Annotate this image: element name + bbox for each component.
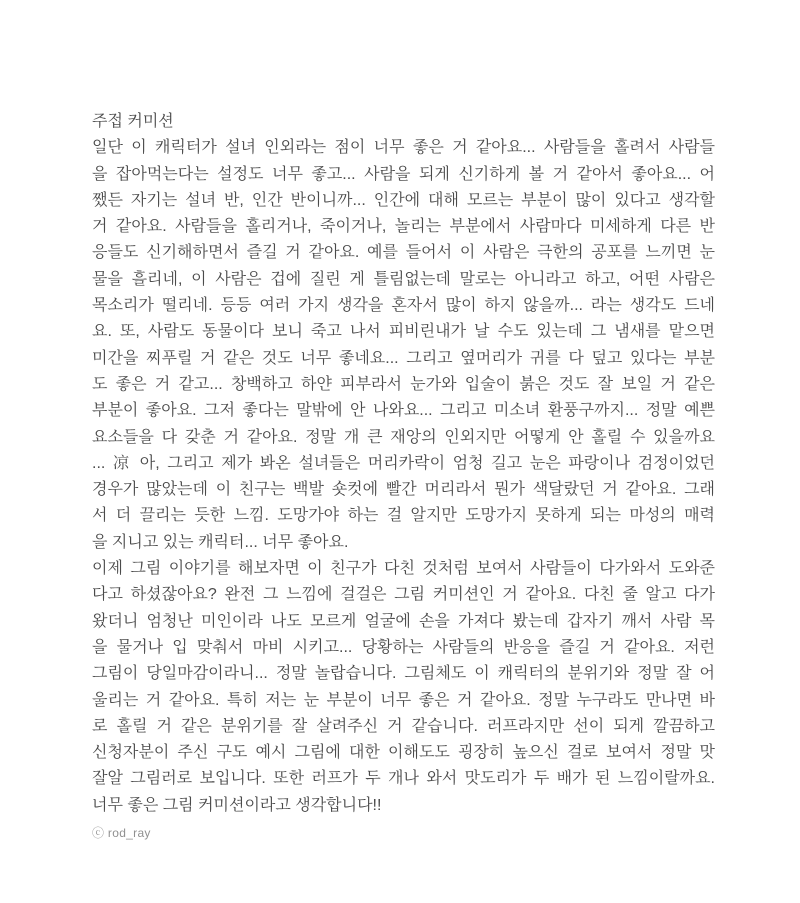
document-title: 주접 커미션 xyxy=(92,113,174,130)
text-line: 을 잡아먹는다는 설정도 너무 좋고... 사람을 되게 신기하게 볼 거 같아서 좋아요... 어 xyxy=(92,165,715,183)
text-line: 너무 좋은 그림 커미션이라고 생각합니다!! xyxy=(92,796,382,814)
text-line: 다고 하셨잖아요? 완전 그 느낌에 걸걸은 그림 커미션인 거 같아요. 다친 줄 알고 다가 xyxy=(92,586,715,604)
text-line: 물을 흘리네, 이 사람은 겁에 질린 게 틀림없는데 말로는 아니라고 하고, 어떤 사람은 xyxy=(92,270,715,288)
text-line: 쨌든 자기는 설녀 반, 인간 반이니까... 인간에 대해 모르는 부분이 많이 있다고 생각할 xyxy=(92,191,715,209)
text-line: 요. 또, 사람도 동물이다 보니 죽고 나서 피비린내가 날 수도 있는데 그 냄새를 맡으면 xyxy=(92,323,715,341)
text-line: 응들도 신기해하면서 즐길 거 같아요. 예를 들어서 이 사람은 극한의 공포를 느끼면 눈 xyxy=(92,244,715,262)
text-line: 서 더 끌리는 듯한 느낌. 도망가야 하는 걸 알지만 도망가지 못하게 되는 마성의 매력 xyxy=(92,507,715,525)
text-line: 일단 이 캐릭터가 설녀 인외라는 점이 너무 좋은 거 같아요... 사람들을 홀려서 사람들 xyxy=(92,139,715,157)
text-line: 로 홀릴 거 같은 분위기를 잘 살려주신 거 같습니다. 러프라지만 선이 되게 깔끔하고 xyxy=(92,717,715,735)
text-line: 경우가 많았는데 이 친구는 백발 숏컷에 빨간 머리라서 뭔가 색달랐던 거 같아요. 그래 xyxy=(92,481,715,499)
body-lines xyxy=(92,135,715,819)
text-line: 도 좋은 거 같고... 창백하고 하얀 피부라서 눈가와 입술이 붉은 것도 잘 보일 거 같은 xyxy=(92,375,715,393)
text-line: 거 같아요. 사람들을 홀리거나, 죽이거나, 놀리는 부분에서 사람마다 미세하게 다른 반 xyxy=(92,218,715,236)
text-line: 요소들을 다 갖춘 거 같아요. 정말 개 큰 재앙의 인외지만 어떻게 안 홀릴 수 있을까요 xyxy=(92,428,715,446)
text-line: 을 물거나 입 맞춰서 마비 시키고... 당황하는 사람들의 반응을 즐길 거 같아요. 저런 xyxy=(92,638,715,656)
credit-line: ⓒ rod_ray xyxy=(92,826,151,841)
text-line: 부분이 좋아요. 그저 좋다는 말밖에 안 나와요... 그리고 미소녀 환풍구까지... 정말 예쁜 xyxy=(92,402,715,420)
text-line: 신청자분이 주신 구도 예시 그림에 대한 이해도도 굉장히 높으신 걸로 보여서 정말 맛 xyxy=(92,744,715,762)
text-line: 잘알 그림러로 보입니다. 또한 러프가 두 개나 와서 맛도리가 두 배가 된 느낌이랄까요. xyxy=(92,770,715,788)
text-line: 미간을 찌푸릴 거 같은 것도 너무 좋네요... 그리고 옆머리가 귀를 다 덮고 있다는 부분 xyxy=(92,349,715,367)
text-line: 목소리가 떨리네. 등등 여러 가지 생각을 혼자서 많이 하지 않을까... 라는 생각도 드네 xyxy=(92,297,715,315)
text-line: 을 지니고 있는 캐릭터... 너무 좋아요. xyxy=(92,533,349,551)
text-line: 왔더니 엄청난 미인이라 나도 모르게 얼굴에 손을 가져다 봤는데 갑자기 깨서 사람 목 xyxy=(92,612,715,630)
text-line: ... 凉 아, 그리고 제가 봐온 설녀들은 머리카락이 엄청 길고 눈은 파랑이나 검정이었던 xyxy=(92,454,715,472)
text-line: 그림이 당일마감이라니... 정말 놀랍습니다. 그림체도 이 캐릭터의 분위기와 정말 잘 어 xyxy=(92,665,715,683)
text-line: 울리는 거 같아요. 특히 저는 눈 부분이 너무 좋은 거 같아요. 정말 누구라도 만나면 바 xyxy=(92,691,715,709)
review-text-block xyxy=(92,109,715,842)
text-line: 이제 그림 이야기를 해보자면 이 친구가 다친 것처럼 보여서 사람들이 다가와서 도와준 xyxy=(92,560,715,578)
